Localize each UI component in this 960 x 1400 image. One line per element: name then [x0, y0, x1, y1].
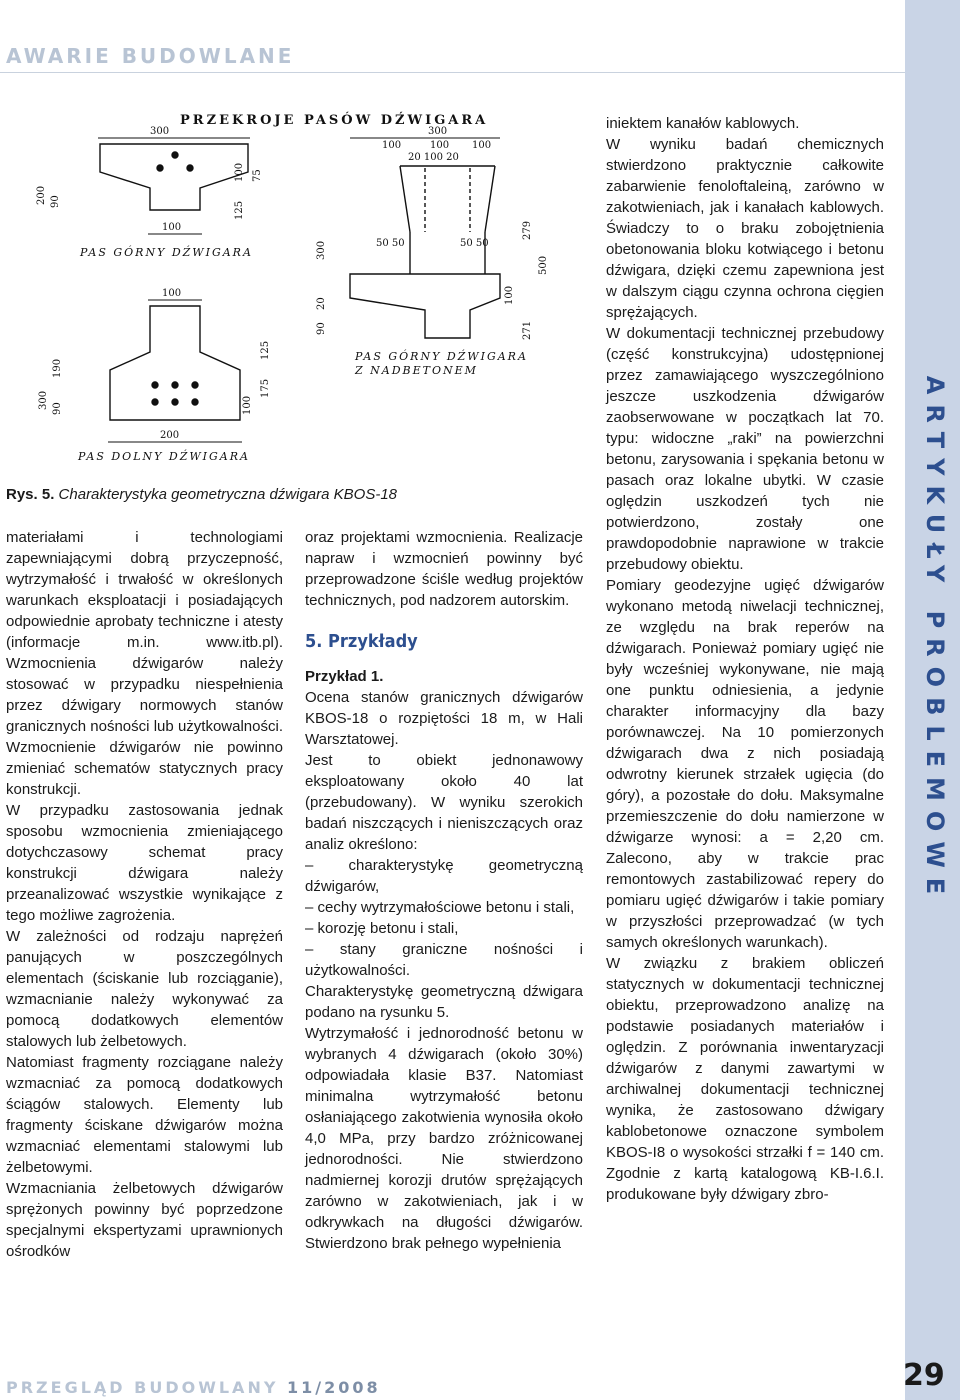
svg-text:90: 90	[50, 195, 61, 208]
issue-number: 11/2008	[287, 1378, 381, 1397]
caption-label: Rys. 5.	[6, 486, 55, 503]
svg-text:100: 100	[504, 285, 515, 305]
svg-text:100: 100	[472, 140, 492, 151]
top-chord-label: PAS GÓRNY DŹWIGARA	[80, 246, 253, 259]
paragraph: Jest to obiekt jednonawowy eksploatowany około 40 lat (przebudowany). W wyniku szerokich badań niszczących i nieniszczących oraz analiz określono:	[305, 752, 583, 853]
svg-text:200: 200	[160, 430, 180, 441]
paragraph: Pomiary geodezyjne ugięć dźwigarów wykonano metodą niwelacji technicznej, ze względu na brak reperów na dźwigarach. Ponieważ pomiary ugięć nie były wcześniej wykonywane, nie mają one punktu odniesienia, a jedynie charakter informacyjny dla bazy porównawczej. Na 10 pomierzonych dźwigarach dwa z nich posiadają odwrotny kierunek strzałek ugięcia (do góry), a pozostałe do dołu. Maksymalne przemieszczenie do dołu namierzone w dźwigarze wynosi: a = 2,20 cm. Zalecono, aby w trakcie prac remontowych zastabilizować repery do pomiaru ugięć dźwigarów i takie pomiary w przyszłości przeprowadzać (w tych samych określonych warunkach).	[606, 577, 884, 951]
page-number: 29	[903, 1358, 945, 1393]
svg-text:75: 75	[252, 169, 263, 182]
paragraph: iniektem kanałów kablowych.	[606, 115, 800, 132]
column-2	[305, 527, 583, 1254]
paragraph: Ocena stanów granicznych dźwigarów KBOS-18 o rozpiętości 18 m, w Hali Warsztatowej.	[305, 689, 583, 748]
top-chord-with-topping-section	[316, 126, 549, 377]
svg-text:500: 500	[538, 255, 549, 275]
svg-text:300: 300	[316, 240, 327, 260]
section-heading: 5. Przykłady	[305, 631, 418, 652]
svg-text:100: 100	[382, 140, 402, 151]
paragraph: W zależności od rodzaju naprężeń panujących w poszczególnych elementach (ściskanie lub rozciąganie), wzmacnianie należy wykonywać za pomocą dodatkowych elementów stalowych lub żelbetowych.	[6, 928, 283, 1050]
svg-text:100: 100	[234, 162, 245, 182]
svg-text:190: 190	[52, 358, 63, 378]
paragraph: W wyniku badań chemicznych stwierdzono praktycznie całkowite zabarwienie fenoloftaleiną, zarówno w zakotwieniach, jak i kanałach kablowych. Świadczy to o braku zobojętnienia obetonowania bloku kotwiącego i betonu dźwigara, dzięki czemu zapewniona jest w dalszym ciągu czynna ochrona cięgien sprężających.	[606, 136, 884, 321]
side-section-title: ARTYKUŁY PROBLEMOWE	[921, 375, 949, 905]
svg-text:300: 300	[428, 126, 448, 137]
svg-text:50 50: 50 50	[460, 238, 489, 249]
section-header: AWARIE BUDOWLANE	[6, 44, 295, 68]
bottom-chord-label: PAS DOLNY DŹWIGARA	[78, 450, 250, 463]
paragraph: Charakterystykę geometryczną dźwigara podano na rysunku 5.	[305, 983, 583, 1021]
svg-text:125: 125	[260, 340, 271, 360]
figure-caption	[6, 486, 397, 503]
svg-text:100: 100	[430, 140, 450, 151]
svg-text:200: 200	[36, 185, 47, 205]
header-divider	[0, 72, 905, 73]
caption-text: Charakterystyka geometryczna dźwigara KBOS-18	[58, 486, 398, 503]
paragraph: Natomiast fragmenty rozciągane należy wzmacniać za pomocą dodatkowych ściągów stalowych. Elementy lub fragmenty ściskane dźwigarów można wzmacniać elementami stalowymi lub żelbetowymi.	[6, 1054, 283, 1176]
svg-text:20: 20	[316, 297, 327, 310]
figure-title: PRZEKROJE PASÓW DŹWIGARA	[180, 113, 489, 128]
list-item: – cechy wytrzymałościowe betonu i stali,	[305, 899, 575, 916]
svg-text:90: 90	[52, 402, 63, 415]
svg-text:300: 300	[150, 126, 170, 137]
svg-text:50 50: 50 50	[376, 238, 405, 249]
example-heading: Przykład 1.	[305, 668, 384, 685]
list-item: – stany graniczne nośności i użytkowalności.	[305, 941, 583, 979]
list-item: – korozję betonu i stali,	[305, 920, 459, 937]
column-1	[6, 527, 283, 1262]
svg-text:271: 271	[522, 320, 533, 340]
bottom-chord-section	[38, 288, 271, 463]
svg-text:100: 100	[162, 222, 182, 233]
svg-text:175: 175	[260, 378, 271, 398]
paragraph: W przypadku zastosowania jednak sposobu wzmocnienia zmieniającego dotychczasowy schemat pracy konstrukcji dźwigara należy przeanalizować wszystkie wynikające z tego możliwe zagrożenia.	[6, 802, 283, 924]
paragraph: oraz projektami wzmocnienia. Realizacje napraw i wzmocnień powinny być przeprowadzone ściśle według projektów technicznych, pod nadzorem autorskim.	[305, 529, 583, 609]
list-item: – charakterystykę geometryczną dźwigarów,	[305, 857, 583, 895]
paragraph: Wzmacniania żelbetowych dźwigarów sprężonych powinny być poprzedzone specjalnymi ekspertyzami uprawnionych ośrodków	[6, 1180, 283, 1260]
svg-text:100: 100	[162, 288, 182, 299]
footer	[6, 1378, 381, 1397]
top-chord-section	[36, 126, 263, 259]
paragraph: materiałami i technologiami zapewniającymi dobrą przyczepność, wytrzymałość i trwałość w określonych warunkach eksploatacji i posiadających odpowiednie aprobaty techniczne i atesty (informacje m.in. www.itb.pl). Wzmocnienia dźwigarów należy stosować w przypadku niespełnienia przez dźwigary normowych stanów granicznych nośności lub użytkowalności. Wzmocnienie dźwigarów nie powinno zmieniać schematów statycznych pracy konstrukcji.	[6, 529, 283, 798]
svg-text:100: 100	[242, 395, 253, 415]
cross-section-figure	[30, 110, 585, 478]
svg-text:125: 125	[234, 200, 245, 220]
paragraph: W dokumentacji technicznej przebudowy (część konstrukcyjna) udostępnionej przez zamawiającego wyszczególniono jeszcze uszkodzenia dźwigarów zaobserwowane w początkach lat 70. typu: widoczne „raki” na powierzchni betonu, zarysowania i spękania betonu w pasach oraz lokalne ubytki. W czasie oględzin uszkodzeń tych nie potwierdzono, zostały one prawdopodobnie naprawione w trakcie przebudowy obiektu.	[606, 325, 884, 573]
topping-label-2: Z NADBETONEM	[355, 364, 478, 377]
paragraph: W związku z brakiem obliczeń statycznych w dokumentacji technicznej obiektu, przeprowadzono analizę na podstawie posiadanych materiałów i oględzin. Z porównania inwentaryzacji dźwigarów z danymi zawartymi w archiwalnej dokumentacji technicznej wynika, że zastosowano dźwigary kablobetonowe oznaczone symbolem KBOS-I8 o wysokości strzałki f = 140 cm. Zgodnie z kartą katalogową KB-I.6.I. produkowane były dźwigary zbro-	[606, 955, 884, 1203]
topping-label-1: PAS GÓRNY DŹWIGARA	[355, 350, 528, 363]
svg-text:20 100 20: 20 100 20	[408, 152, 459, 163]
svg-text:300: 300	[38, 390, 49, 410]
paragraph: Wytrzymałość i jednorodność betonu w wybranych 4 dźwigarach (około 30%) odpowiadała klasie B37. Natomiast minimalna wytrzymałość betonu osłaniającego zakotwienia wynosiła około 4,0 MPa, przy bardzo zróżnicowanej jednorodności. Nie stwierdzono nadmiernej korozji drutów sprężających zarówno w zakotwieniach, jak i w odkrywkach na długości dźwigarów. Stwierdzono brak pełnego wypełnienia	[305, 1025, 583, 1252]
svg-text:279: 279	[522, 220, 533, 240]
column-3	[606, 113, 884, 1205]
magazine-name: PRZEGLĄD BUDOWLANY	[6, 1378, 279, 1397]
svg-text:90: 90	[316, 322, 327, 335]
